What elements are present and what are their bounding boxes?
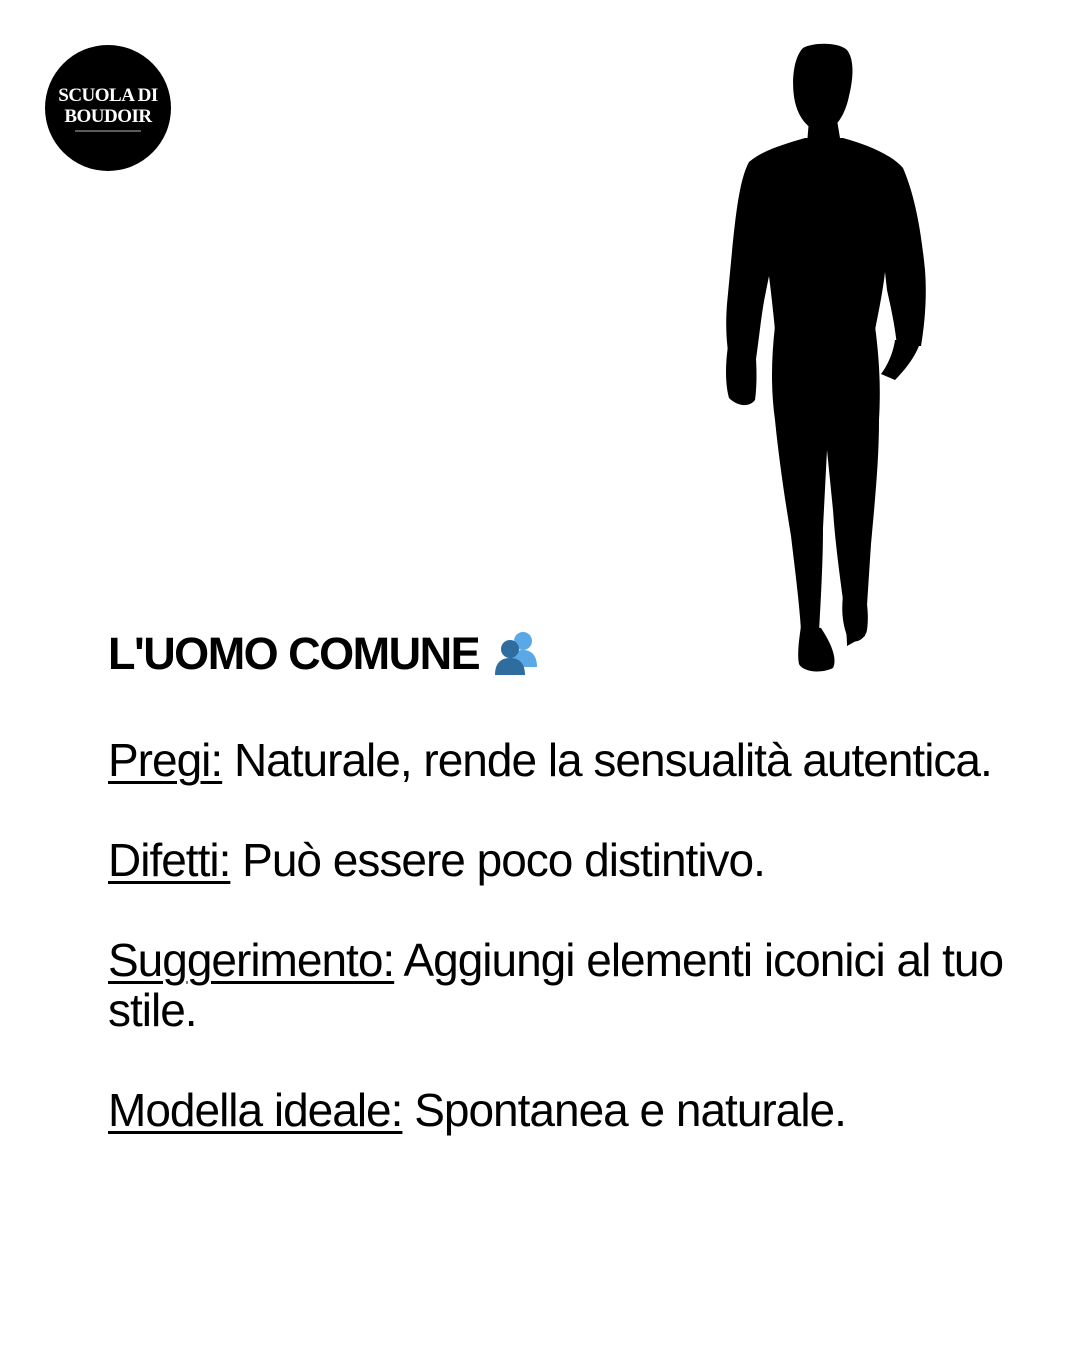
entry-difetti <box>108 835 1008 885</box>
entry-text: Spontanea e naturale. <box>414 1084 846 1136</box>
page-title <box>108 625 1008 683</box>
entry-label: Difetti: <box>108 834 231 886</box>
entry-suggerimento <box>108 935 1008 1035</box>
logo-underline <box>75 130 141 132</box>
entry-label: Modella ideale: <box>108 1084 403 1136</box>
walking-man-silhouette <box>715 40 935 680</box>
busts-in-silhouette-icon <box>491 629 541 679</box>
brand-logo <box>45 45 171 171</box>
entry-text: Aggiungi elementi iconici al tuo stile. <box>108 934 1004 1036</box>
entry-pregi <box>108 735 1008 785</box>
title-text: L'UOMO COMUNE <box>108 628 480 679</box>
entry-label: Pregi: <box>108 734 223 786</box>
description-card <box>108 625 1008 1135</box>
entry-text: Naturale, rende la sensualità autentica. <box>233 734 992 786</box>
entry-modella-ideale <box>108 1085 1008 1135</box>
entry-label: Suggerimento: <box>108 934 395 986</box>
logo-line-1: SCUOLA DI <box>58 84 158 106</box>
logo-line-2: BOUDOIR <box>64 105 152 127</box>
entry-text: Può essere poco distintivo. <box>242 834 765 886</box>
